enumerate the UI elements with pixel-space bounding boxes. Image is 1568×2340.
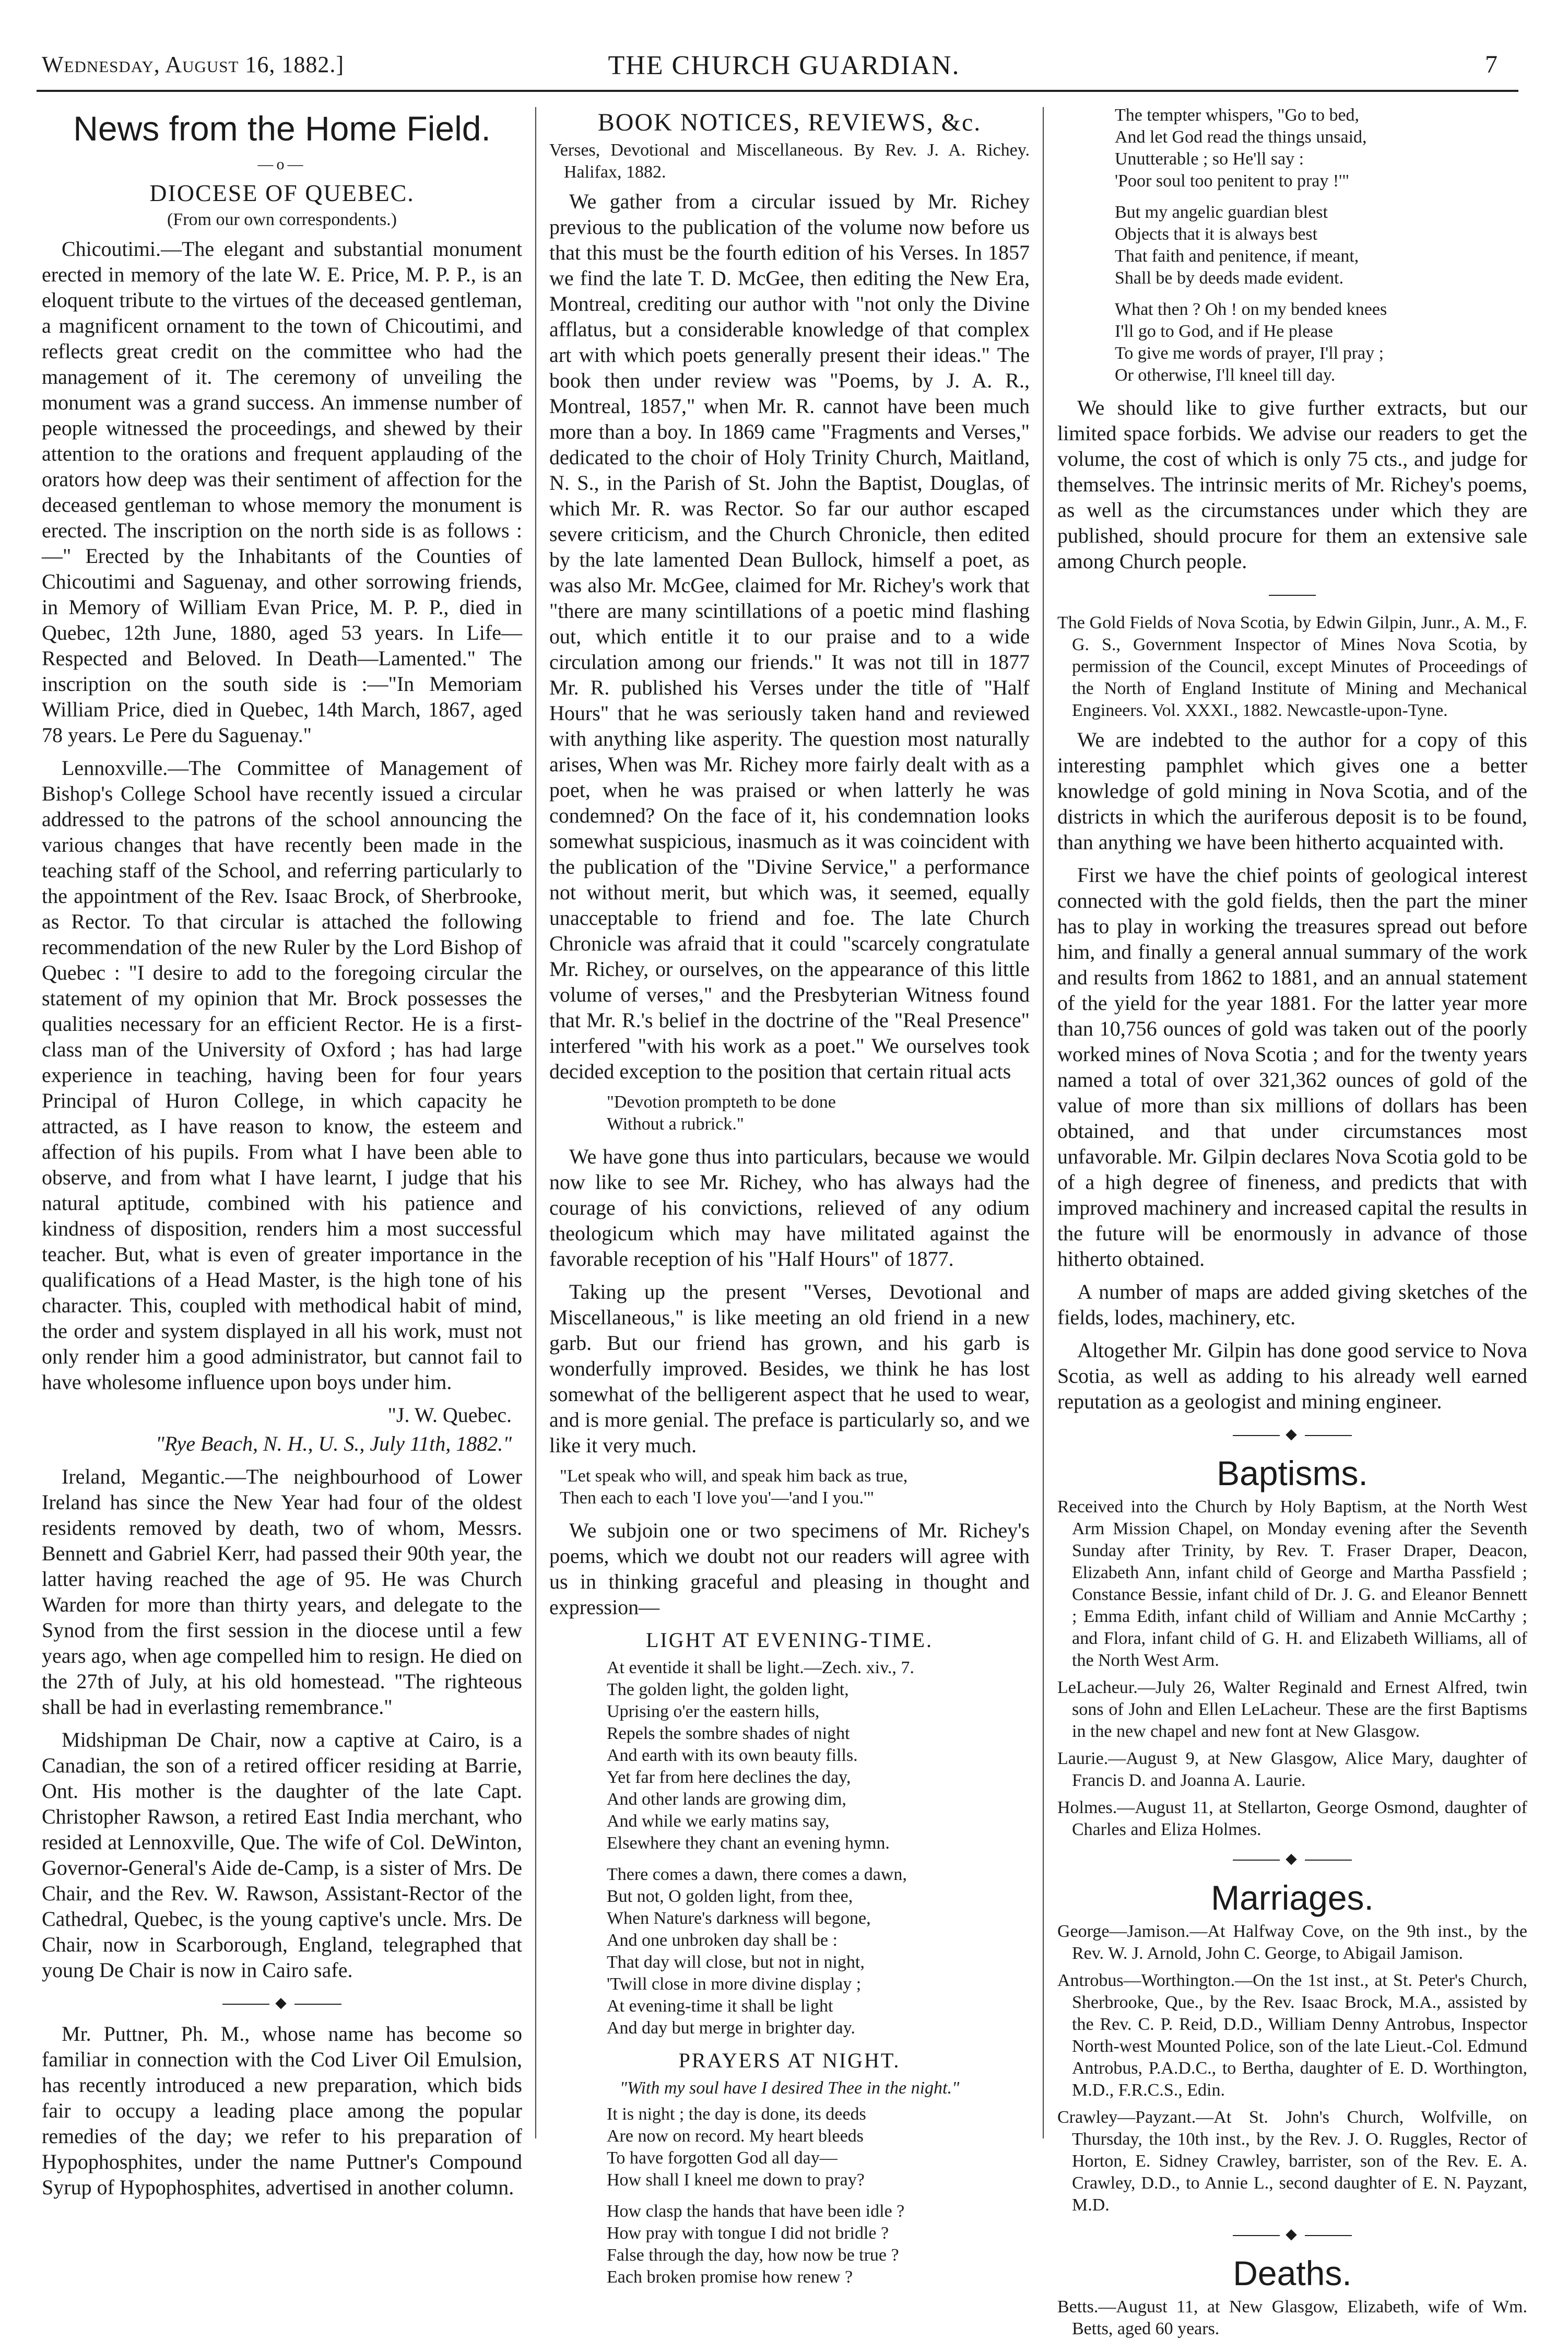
poem-title: PRAYERS AT NIGHT.	[678, 2049, 901, 2072]
poem-line: Are now on record. My heart bleeds	[607, 2126, 864, 2146]
poem-line: There comes a dawn, there comes a dawn,	[607, 1865, 907, 1884]
poem-line: How pray with tongue I did not bridle ?	[607, 2224, 889, 2243]
separator	[1057, 581, 1527, 607]
separator: ◆	[42, 1990, 522, 2016]
ornament: —o—	[257, 156, 306, 173]
review-paragraph: First we have the chief points of geological interest connected with the gold fields, then the part the miner has to play in working the treasures spread out before him, and finally a general annual summary of the work and results from 1862 to 1881, and an annual statement of the yield for the year 1881. For the latter year more than 10,756 ounces of gold was taken out of the poorly worked mines of Nova Scotia ; and for the twenty years named a total of over 321,362 ounces of gold of the value of more than six millions of dollars has been obtained, and that under circumstances most unfavorable. Mr. Gilpin declares Nova Scotia gold to be of a high degree of fineness, and predicts that with improved machinery and increased capital the results in the future will be enormously in advance of those hitherto obtained.	[1057, 863, 1527, 1271]
section-title: News from the Home Field.	[73, 109, 491, 148]
quotation	[607, 1091, 1030, 1135]
poem-line: At evening-time it shall be light	[607, 1996, 833, 2016]
poem-line: Objects that it is always best	[1115, 225, 1318, 244]
poem-line	[607, 2191, 1030, 2201]
poem-line: And let God read the things unsaid,	[1115, 127, 1367, 147]
page-header	[0, 0, 1568, 99]
marriage-entry: Crawley—Payzant.—At St. John's Church, Wolfville, on Thursday, the 10th inst., by the Rev. J. O. Ruggles, Rector of Horton, E. Sidney Crawley, barrister, son of the Rev. E. A. Crawley, D.D., to Annie L., second daughter of E. N. Payzant, M.D.	[1057, 2108, 1527, 2215]
baptism-entry: Holmes.—August 11, at Stellarton, George Osmond, daughter of Charles and Eliza Holmes.	[1057, 1798, 1527, 1839]
review-paragraph: Altogether Mr. Gilpin has done good service to Nova Scotia, as well as adding to his already well earned reputation as a geologist and mining engineer.	[1057, 1338, 1527, 1413]
separator: ◆	[1057, 2221, 1527, 2247]
poem-line: And one unbroken day shall be :	[607, 1931, 838, 1950]
poem-line: Unutterable ; so He'll say :	[1115, 149, 1304, 169]
marriage-entry: George—Jamison.—At Halfway Cove, on the 9th inst., by the Rev. W. J. Arnold, John C. George, to Abigail Jamison.	[1057, 1922, 1527, 1963]
poem-line: How clasp the hands that have been idle ?	[607, 2202, 905, 2221]
column-divider	[1043, 107, 1044, 2138]
poem-line: How shall I kneel me down to pray?	[607, 2170, 865, 2190]
signature-place: "Rye Beach, N. H., U. S., July 11th, 1882."	[156, 1432, 512, 1455]
baptism-entry: LeLacheur.—July 26, Walter Reginald and Ernest Alfred, twin sons of John and Ellen LeLacheur. These are the first Baptisms in the new chapel and new font at New Glasgow.	[1057, 1678, 1527, 1741]
poem-line: That faith and penitence, if meant,	[1115, 246, 1359, 266]
review-paragraph: Taking up the present "Verses, Devotional and Miscellaneous," is like meeting an old friend in a new garb. But our friend has grown, and his garb is wonderfully improved. Besides, we think he has lost somewhat of the belligerent aspect that he used to wear, and is more genial. The preface is particularly so, and we like it very much.	[549, 1280, 1030, 1457]
marriages-list	[1057, 1921, 1527, 2216]
poem-line: Or otherwise, I'll kneel till day.	[1115, 366, 1336, 385]
poem-line: And earth with its own beauty fills.	[607, 1746, 858, 1765]
quote-line: "Let speak who will, and speak him back as true,	[560, 1466, 908, 1486]
marriages-heading: Marriages.	[1211, 1878, 1374, 1917]
poem-line: Uprising o'er the eastern hills,	[607, 1702, 820, 1721]
poem-line: To have forgotten God all day—	[607, 2148, 838, 2168]
book-citation: Verses, Devotional and Miscellaneous. By Rev. J. A. Richey. Halifax, 1882.	[549, 140, 1030, 182]
column-divider	[535, 107, 536, 2138]
poem-line: 'Poor soul too penitent to pray !'"	[1115, 171, 1350, 191]
quote-line: Without a rubrick."	[607, 1114, 744, 1134]
poem-line: But not, O golden light, from thee,	[607, 1887, 853, 1906]
issue-date: Wednesday, August 16, 1882.]	[42, 52, 345, 77]
review-paragraph: We gather from a circular issued by Mr. Richey previous to the publication of the volume now before us that this must be the fourth edition of his Verses. In 1857 we find the late T. D. McGee, then editing the New Era, Montreal, crediting our author with "not only the Divine afflatus, but a considerable knowledge of that complex art with which poets generally present their ideas." The book then under review was "Poems, by J. A. R., Montreal, 1857," when Mr. R. cannot have been much more than a boy. In 1869 came "Fragments and Verses," dedicated to the choir of Holy Trinity Church, Maitland, N. S., in the Parish of St. John the Baptist, Douglas, of which Mr. R. was Rector. So far our author escaped severe criticism, and the Church Chronicle, then edited by the late lamented Dean Bullock, himself a poet, as was also Mr. McGee, claimed for Mr. Richey's work that "there are many scintillations of a poetic mind flashing out, which entitle it to our praise and to a wide circulation among our friends." It was not till in 1877 Mr. R. published his Verses under the title of "Half Hours" that he was seriously taken hand and reviewed with anything like asperity. The question most naturally arises, When was Mr. Richey more fairly dealt with as a poet, when he was praised or when latterly he was condemned? On the face of it, his condemnation looks somewhat suspicious, inasmuch as it was coincident with the publication of the "Divine Service," a performance not without merit, but which was, it seemed, equally unacceptable to friend and foe. The late Church Chronicle was afraid that it could "scarcely congratulate Mr. Richey, or ourselves, on the appearance of this little volume of verses," and the Presbyterian Witness found that Mr. R.'s belief in the doctrine of the "Real Presence" interfered "with his work as a poet." We ourselves took decided exception to the position that certain ritual acts	[549, 190, 1030, 1083]
poem-continued	[1115, 104, 1527, 386]
poem	[607, 2103, 1030, 2288]
review-paragraph: We subjoin one or two specimens of Mr. Richey's poems, which we doubt not our readers will agree with us in thinking graceful and pleasing in thought and expression—	[549, 1519, 1030, 1619]
article-paragraph: Ireland, Megantic.—The neighbourhood of Lower Ireland has since the New Year had four of the oldest residents removed by death, two of whom, Messrs. Bennett and Gabriel Kerr, had passed their 90th year, the latter having reached the age of 95. He was Church Warden for more than thirty years, and delegate to the Synod from the first session in the diocese until a few years ago, when age compelled him to resign. He died on the 27th of July, at his old homestead. "The righteous shall be had in everlasting remembrance."	[42, 1465, 522, 1719]
source-note: (From our own correspondents.)	[167, 210, 397, 229]
poem-line: And while we early matins say,	[607, 1812, 830, 1831]
header-rule	[37, 90, 1518, 92]
poem-line: Yet far from here declines the day,	[607, 1768, 851, 1787]
poem-line: When Nature's darkness will begone,	[607, 1909, 871, 1928]
poem-line: False through the day, how now be true ?	[607, 2245, 899, 2265]
poem-line: Shall be by deeds made evident.	[1115, 268, 1344, 288]
page-number: 7	[1485, 51, 1498, 78]
article-paragraph: Chicoutimi.—The elegant and substantial monument erected in memory of the late W. E. Price, M. P. P., is an eloquent tribute to the virtues of the deceased gentleman, a magnificent ornament to the town of Chicoutimi, and reflects great credit on the committee who had the management of it. The ceremony of unveiling the monument was a grand success. An immense number of people witnessed the proceedings, and shewed by their attention to the orations and frequent applauding of the orators how deep was their sentiment of affection for the deceased gentleman to whose memory the monument is erected. The inscription on the north side is as follows :—" Erected by the Inhabitants of the Counties of Chicoutimi and Saguenay, and other sorrowing friends, in Memory of William Evan Price, M. P. P., died in Quebec, 12th June, 1880, aged 53 years. In Life—Respected and Beloved. In Death—Lamented." The inscription on the south side is :—"In Memoriam William Price, died in Quebec, 14th March, 1867, aged 78 years. Le Pere du Saguenay."	[42, 237, 522, 747]
column-2	[549, 104, 1030, 2287]
poem-line: Repels the sombre shades of night	[607, 1724, 850, 1743]
baptism-entry: Laurie.—August 9, at New Glasgow, Alice Mary, daughter of Francis D. and Joanna A. Laurie.	[1057, 1749, 1527, 1790]
poem-line	[607, 1854, 1030, 1864]
article-paragraph: Midshipman De Chair, now a captive at Cairo, is a Canadian, the son of a retired officer residing at Barrie, Ont. His mother is the daughter of the late Capt. Christopher Rawson, a retired East India merchant, who resided at Lennoxville, Que. The wife of Col. DeWinton, Governor-General's Aide de-Camp, is a sister of Mrs. De Chair, and the Rev. W. Rawson, Assistant-Rector of the Cathedral, Quebec, is the young captive's uncle. Mrs. De Chair, now in Scarborough, England, telegraphed that young De Chair is now in Cairo safe.	[42, 1728, 522, 1982]
poem-line: It is night ; the day is done, its deeds	[607, 2104, 866, 2124]
deaths-heading: Deaths.	[1233, 2254, 1352, 2292]
separator: ◆	[1057, 1846, 1527, 1872]
book-citation: The Gold Fields of Nova Scotia, by Edwin Gilpin, Junr., A. M., F. G. S., Government Inspector of Mines Nova Scotia, by permission of the Council, except Minutes of Proceedings of the North of England Institute of Mining and Mechanical Engineers. Vol. XXXI., 1882. Newcastle-upon-Tyne.	[1057, 613, 1527, 720]
poem-epigraph: "With my soul have I desired Thee in the night."	[619, 2078, 960, 2098]
death-entry: Betts.—August 11, at New Glasgow, Elizabeth, wife of Wm. Betts, aged 60 years.	[1057, 2297, 1527, 2338]
poem-line: I'll go to God, and if He please	[1115, 322, 1333, 341]
poem-line: And day but merge in brighter day.	[607, 2018, 855, 2038]
poem-line: To give me words of prayer, I'll pray ;	[1115, 344, 1384, 363]
poem-title: LIGHT AT EVENING-TIME.	[645, 1628, 933, 1652]
article-paragraph: Lennoxville.—The Committee of Management of Bishop's College School have recently issued a circular addressed to the patrons of the school announcing the various changes that have recently been made in the teaching staff of the School, and referring particularly to the appointment of the Rev. Isaac Brock, of Sherbrooke, as Rector. To that circular is attached the following recommendation of the new Ruler by the Lord Bishop of Quebec : "I desire to add to the foregoing circular the statement of my opinion that Mr. Brock possesses the qualities necessary for an efficient Rector. He is a first-class man of the University of Oxford ; has had large experience in teaching, having been for four years Principal of Huron College, in which capacity he attracted, as I have reason to know, the esteem and affection of his pupils. From what I have been able to observe, and from what I have learnt, I judge that his natural aptitude, combined with his patience and kindness of disposition, renders him a most successful teacher. But, what is even of greater importance in the qualifications of a Head Master, is the high tone of his character. This, coupled with methodical habit of mind, the order and system displayed in all his work, must not only render him a good administrator, but cannot fail to have wholesome influence upon boys under him.	[42, 756, 522, 1394]
book-notices-title: BOOK NOTICES, REVIEWS, &c.	[597, 109, 982, 136]
poem-line: Elsewhere they chant an evening hymn.	[607, 1833, 890, 1853]
separator: ◆	[1057, 1421, 1527, 1447]
review-paragraph: We have gone thus into particulars, because we would now like to see Mr. Richey, who has always had the courage of his convictions, relieved of any odium theologicum which may have militated against the favorable reception of his "Half Hours" of 1877.	[549, 1145, 1030, 1271]
poem-line: The tempter whispers, "Go to bed,	[1115, 105, 1360, 125]
poem-line: And other lands are growing dim,	[607, 1790, 846, 1809]
poem-line: At eventide it shall be light.—Zech. xiv., 7.	[607, 1658, 914, 1677]
marriage-entry: Antrobus—Worthington.—On the 1st inst., at St. Peter's Church, Sherbrooke, Que., by the Rev. Isaac Brock, M.A., assisted by the Rev. C. P. Reid, D.D., William Denny Antrobus, Inspector North-west Mounted Police, son of the late Lieut.-Col. Edmund Antrobus, P.A.D.C., to Bertha, daughter of E. D. Worthington, M.D., F.R.C.S., Edin.	[1057, 1971, 1527, 2100]
poem-line: 'Twill close in more divine display ;	[607, 1974, 862, 1994]
column-3	[1057, 104, 1527, 2338]
signature: "J. W. Quebec.	[387, 1403, 512, 1427]
poem-line: But my angelic guardian blest	[1115, 203, 1328, 222]
review-paragraph: We are indebted to the author for a copy of this interesting pamphlet which gives one a better knowledge of gold mining in Nova Scotia, and of the districts in which the auriferous deposit is to be found, than anything we have been hitherto acquainted with.	[1057, 728, 1527, 854]
quote-line: Then each to each 'I love you'—'and I you.'"	[560, 1488, 875, 1508]
article-paragraph: Mr. Puttner, Ph. M., whose name has become so familiar in connection with the Cod Liver Oil Emulsion, has recently introduced a new preparation, which bids fair to occupy a leading place among the popular remedies of the day; we refer to his preparation of Hypophosphites, under the name Puttner's Compound Syrup of Hypophosphites, advertised in another column.	[42, 2022, 522, 2199]
baptisms-heading: Baptisms.	[1217, 1454, 1368, 1492]
review-paragraph: We should like to give further extracts, but our limited space forbids. We advise our readers to get the volume, the cost of which is only 75 cts., and judge for themselves. The intrinsic merits of Mr. Richey's poems, as well as the circumstances under which they are published, should procure for them an extensive sale among Church people.	[1057, 396, 1527, 573]
poem-line: That day will close, but not in night,	[607, 1953, 865, 1972]
poem-line: Each broken promise how renew ?	[607, 2267, 853, 2287]
column-1	[42, 104, 522, 2199]
quote-line: "Devotion prompteth to be done	[607, 1092, 836, 1112]
baptisms-list	[1057, 1496, 1527, 1841]
poem-line: The golden light, the golden light,	[607, 1680, 849, 1699]
poem-line	[1115, 289, 1527, 299]
quotation	[560, 1465, 1030, 1509]
poem-line: What then ? Oh ! on my bended knees	[1115, 300, 1387, 319]
diocese-heading: DIOCESE OF QUEBEC.	[149, 180, 415, 206]
review-paragraph: A number of maps are added giving sketches of the fields, lodes, machinery, etc.	[1057, 1280, 1527, 1329]
baptism-entry: Received into the Church by Holy Baptism, at the North West Arm Mission Chapel, on Monday evening after the Seventh Sunday after Trinity, by Rev. T. Fraser Draper, Deacon, Elizabeth Ann, infant child of George and Martha Passfield ; Constance Bessie, infant child of Dr. J. G. and Eleanor Bennett ; Emma Edith, infant child of William and Annie McCarthy ; and Flora, infant child of G. H. and Elizabeth Williams, all of the North West Arm.	[1057, 1497, 1527, 1670]
newspaper-title: THE CHURCH GUARDIAN.	[608, 51, 960, 80]
poem	[607, 1657, 1030, 2039]
poem-line	[1115, 192, 1527, 202]
deaths-list	[1057, 2296, 1527, 2340]
